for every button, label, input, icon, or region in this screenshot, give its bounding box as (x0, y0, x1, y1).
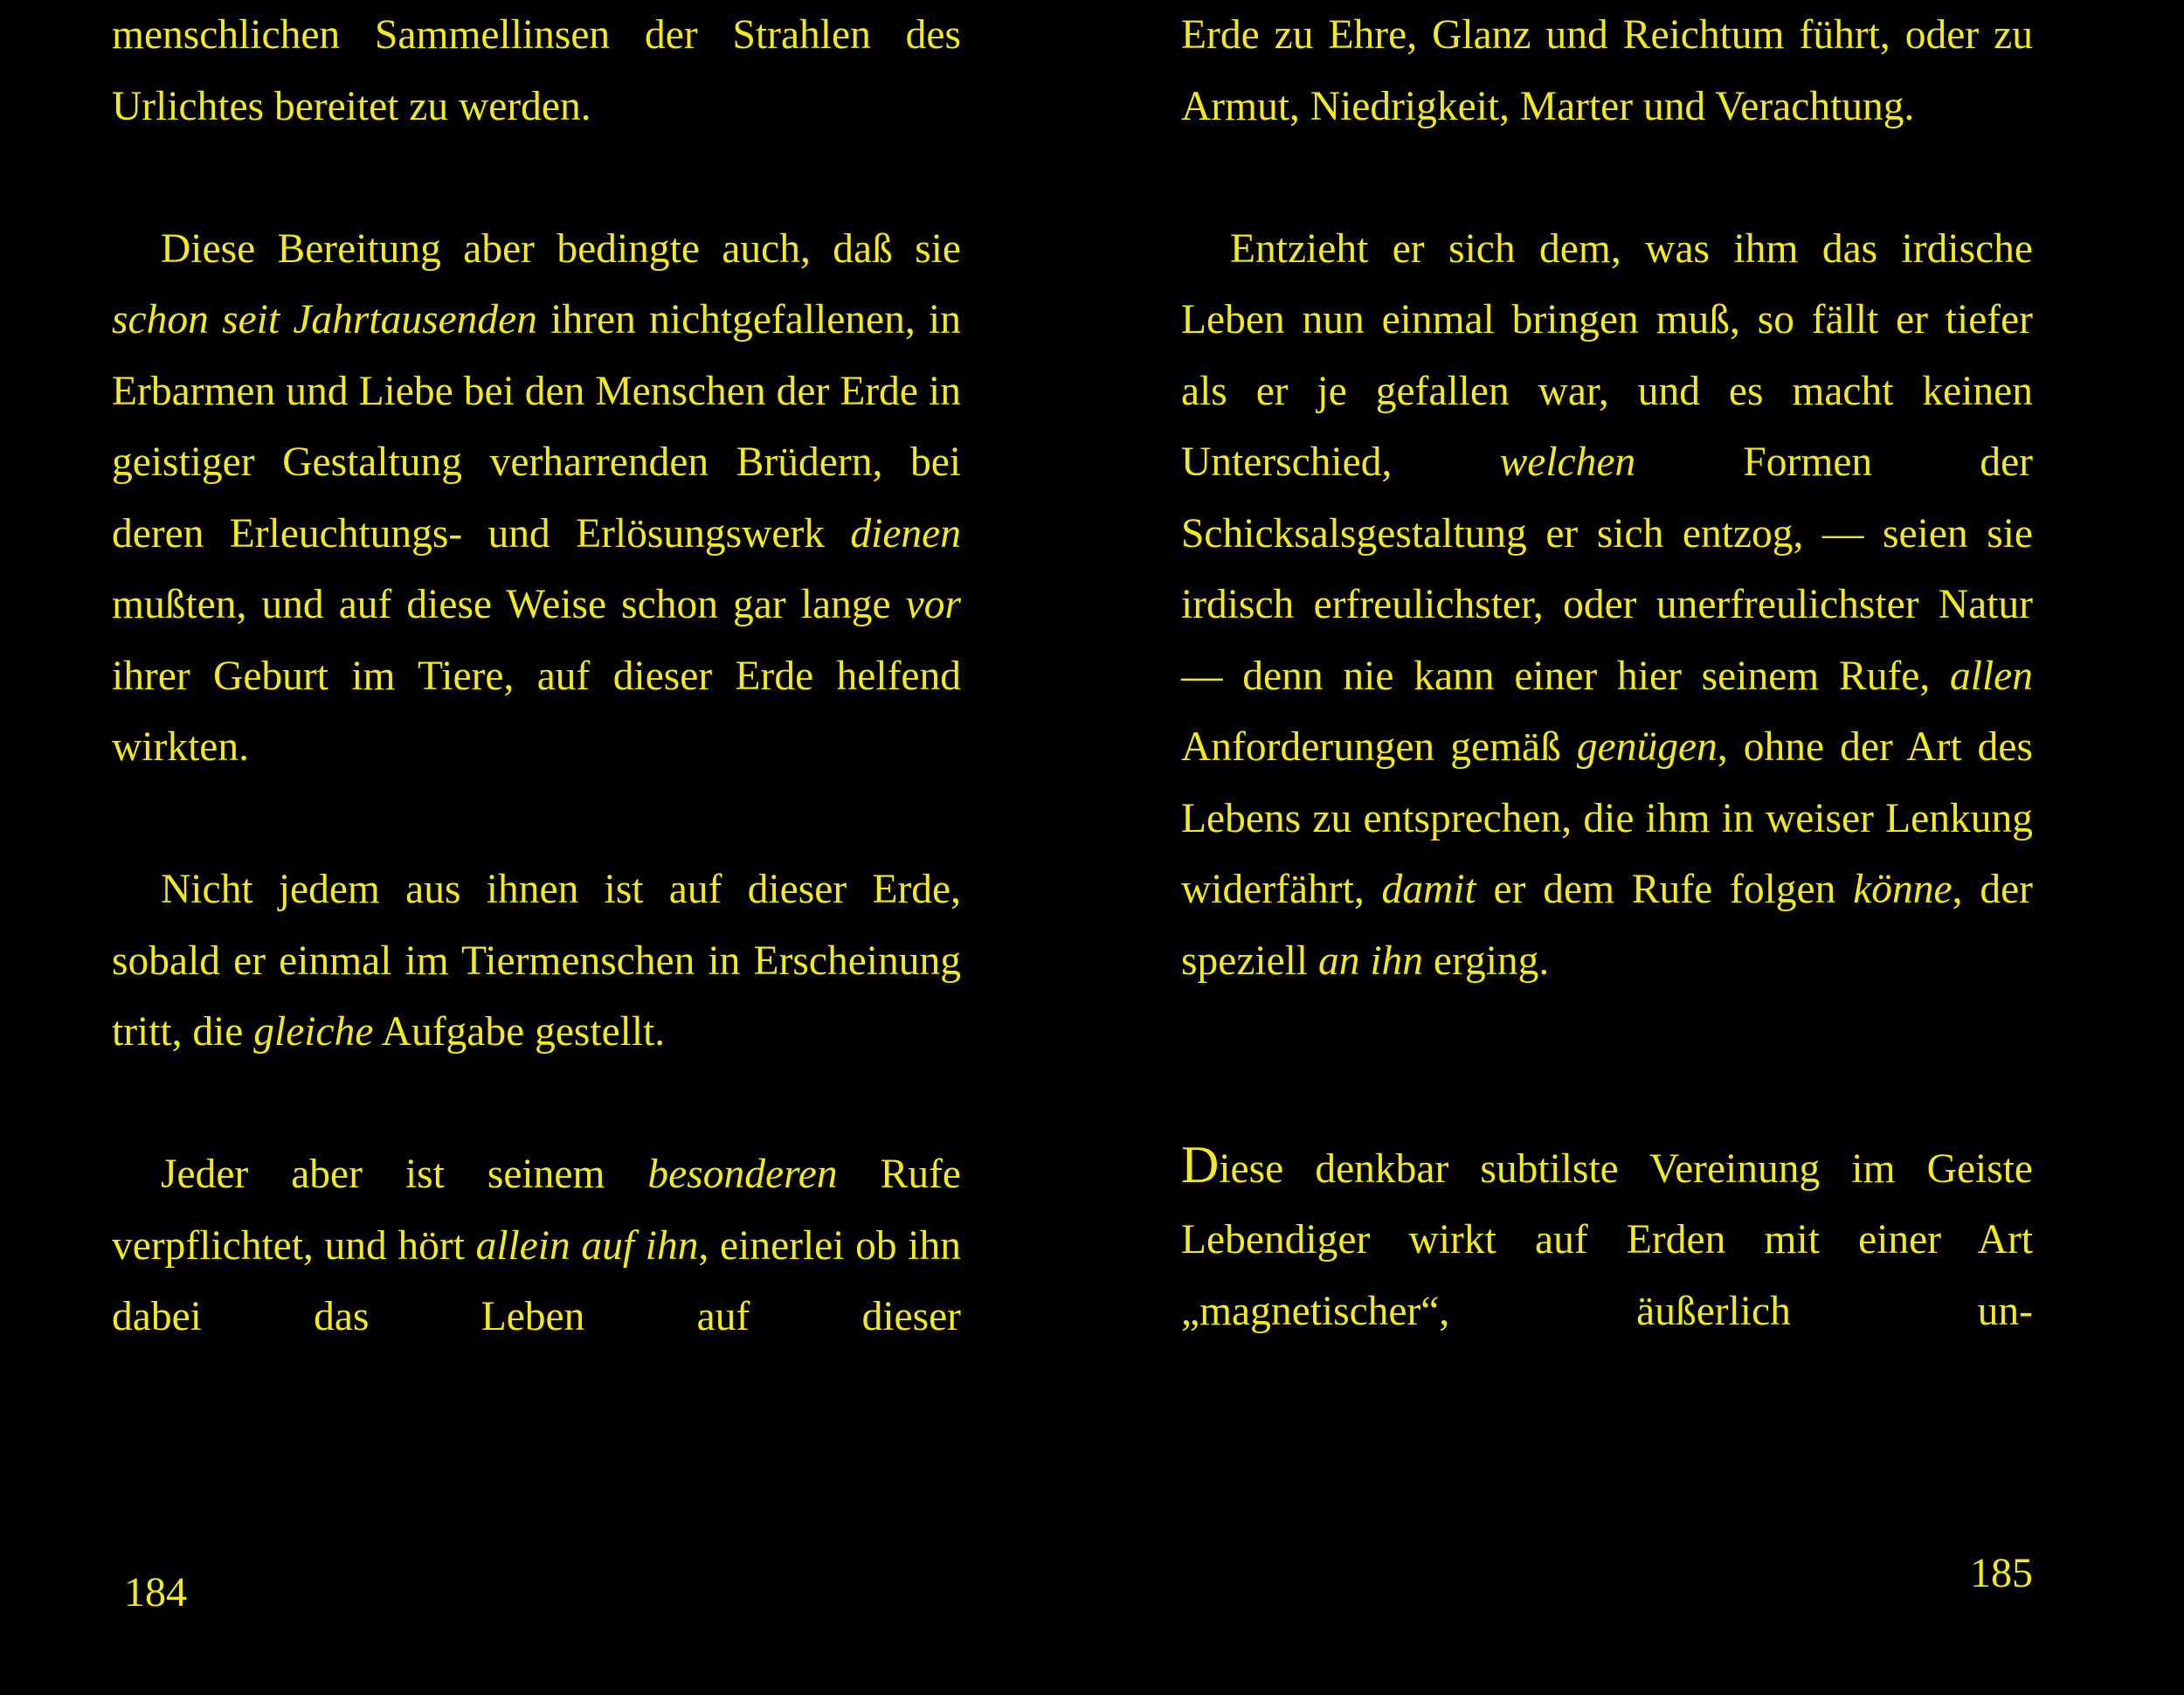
text-run: Erde zu Ehre, Glanz und Reichtum führt, oder zu Armut, Niedrigkeit, Marter und Verachtung. (1181, 12, 2033, 129)
emphasis: allein auf ihn (475, 1222, 699, 1269)
paragraph-gap (112, 1069, 961, 1140)
section-gap (1181, 1069, 2033, 1130)
text-run: Anforderungen gemäß (1181, 724, 1577, 770)
text-run: , der speziell (1181, 867, 2033, 984)
emphasis: damit (1381, 867, 1476, 912)
emphasis: allen (1950, 653, 2033, 699)
paragraph (1181, 1130, 2033, 1348)
emphasis: gleiche (253, 1009, 374, 1055)
left-page (112, 0, 961, 1695)
paragraph-gap (112, 784, 961, 855)
left-page-text (112, 0, 961, 1353)
paragraph-gap (112, 142, 961, 214)
emphasis: an ihn (1317, 937, 1424, 984)
emphasis: vor (905, 582, 961, 627)
text-run: , einerlei ob ihn dabei das Leben auf dieser (112, 1222, 961, 1339)
text-run: er dem Rufe folgen (1476, 867, 1854, 912)
text-run: Diese Bereitung aber bedingte auch, daß sie (161, 225, 961, 272)
text-run: , ohne der Art des Lebens zu entsprechen, die ihm in weiser Lenkung widerfährt, (1181, 724, 2033, 912)
text-run: iese denkbar subtilste Vereinung im Geiste Lebendiger wirkt auf Erden mit einer Art „magnetischer“, äußerlich un- (1181, 1145, 2033, 1334)
text-run: mußten, und auf diese Weise schon gar lange (112, 582, 906, 627)
text-run: Nicht jedem aus ihnen ist auf dieser Erde, sobald er einmal im Tiermenschen in Erscheinung tritt, die (112, 867, 961, 1055)
emphasis: besonderen (647, 1152, 838, 1197)
paragraph (1181, 0, 2033, 142)
paragraph (112, 214, 961, 784)
paragraph (1181, 214, 2033, 998)
drop-cap: D (1181, 1135, 1220, 1193)
text-run: ihren nichtgefallenen, in Erbarmen und Liebe bei den Menschen der Erde in geistiger Gestaltung verharrenden Brüdern, bei deren Erleuchtungs- und Erlösungswerk (112, 297, 961, 557)
paragraph (112, 0, 961, 142)
right-page-text (1181, 0, 2033, 1347)
text-run: ihrer Geburt im Tiere, auf dieser Erde helfend wirkten. (112, 653, 961, 770)
paragraph (112, 1139, 961, 1353)
text-run: Entzieht er sich dem, was ihm das irdische Leben nun einmal bringen muß, so fällt er tiefer als er je gefallen war, und es macht keinen Unterschied, (1181, 225, 2033, 485)
paragraph-gap (1181, 142, 2033, 214)
paragraph-gap (1181, 997, 2033, 1069)
emphasis: schon seit Jahrtausenden (112, 297, 537, 342)
emphasis: könne (1853, 867, 1952, 912)
text-run: Formen der Schicksalsgestaltung er sich entzog, — seien sie irdisch erfreulichster, oder unerfreulichster Natur — denn nie kann einer hier seinem Rufe, (1181, 439, 2033, 699)
right-page (1181, 0, 2033, 1695)
text-run: erging. (1423, 937, 1550, 984)
page-number: 184 (124, 1569, 187, 1615)
text-run: menschlichen Sammellinsen der Strahlen des Urlichtes bereitet zu werden. (112, 12, 961, 129)
emphasis: dienen (850, 510, 961, 557)
text-run: Jeder aber ist seinem (161, 1152, 648, 1197)
paragraph (112, 854, 961, 1069)
text-run: Rufe verpflichtet, und hört (112, 1152, 961, 1269)
emphasis: genügen (1576, 724, 1717, 770)
text-run: Aufgabe gestellt. (373, 1009, 666, 1055)
page-number: 185 (1970, 1550, 2033, 1596)
emphasis: welchen (1499, 439, 1636, 485)
